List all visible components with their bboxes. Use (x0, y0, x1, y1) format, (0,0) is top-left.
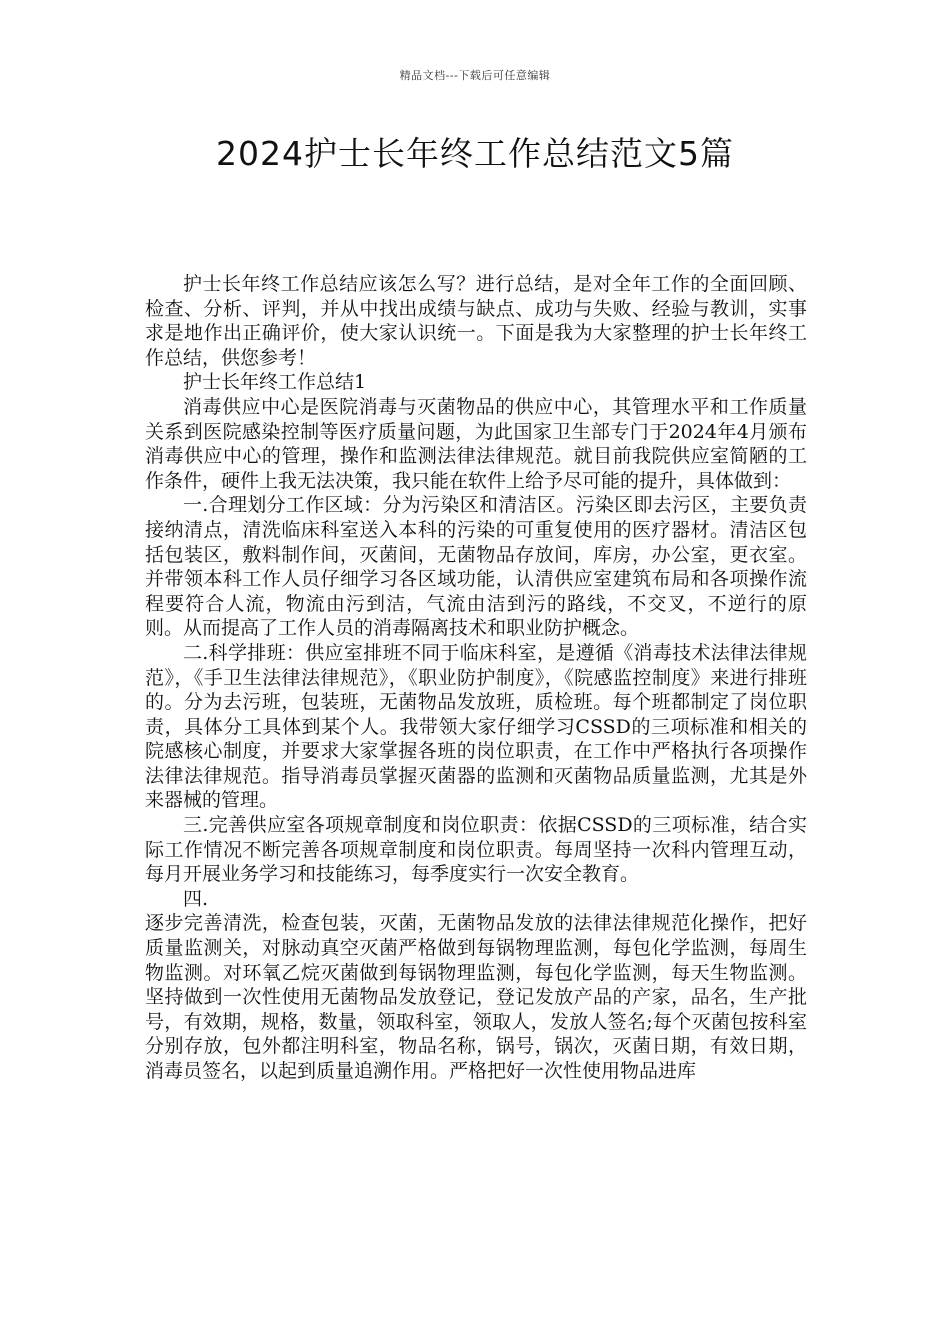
document-title: 2024护士长年终工作总结范文5篇 (216, 134, 734, 173)
body-paragraph: 消毒供应中心是医院消毒与灭菌物品的供应中心，其管理水平和工作质量关系到医院感染控制等医疗质量问题，为此国家卫生部专门于2024年4月颁布消毒供应中心的管理，操作和监测法律法律规范。就目前我院供应室简陋的工作条件，硬件上我无法决策，我只能在软件上给予尽可能的提升，具体做到： (145, 395, 807, 492)
body-paragraph: 三.完善供应室各项规章制度和岗位职责：依据CSSD的三项标准，结合实际工作情况不断完善各项规章制度和岗位职责。每周坚持一次科内管理互动，每月开展业务学习和技能练习，每季度实行一次安全教育。 (145, 814, 807, 886)
body-paragraph: 逐步完善清洗，检查包装，灭菌，无菌物品发放的法律法律规范化操作，把好质量监测关，对脉动真空灭菌严格做到每锅物理监测，每包化学监测，每周生物监测。对环氧乙烷灭菌做到每锅物理监测，每包化学监测，每天生物监测。坚持做到一次性使用无菌物品发放登记，登记发放产品的产家，品名，生产批号，有效期，规格，数量，领取科室，领取人，发放人签名;每个灭菌包按科室分别存放，包外都注明科室，物品名称，锅号，锅次，灭菌日期，有效日期，消毒员签名，以起到质量追溯作用。严格把好一次性使用物品进库 (145, 912, 807, 1082)
intro-paragraph: 护士长年终工作总结应该怎么写？进行总结，是对全年工作的全面回顾、检查、分析、评判，并从中找出成绩与缺点、成功与失败、经验与教训，实事求是地作出正确评价，使大家认识统一。下面是我为大家整理的护士长年终工作总结，供您参考！ (145, 273, 807, 369)
header-note: 精品文档---下载后可任意编辑 (399, 69, 551, 82)
body-paragraph: 一.合理划分工作区域：分为污染区和清洁区。污染区即去污区，主要负责接纳清点，清洗临床科室送入本科的污染的可重复使用的医疗器材。清洁区包括包装区，敷料制作间，灭菌间，无菌物品存放间，库房，办公室，更衣室。并带领本科工作人员仔细学习各区域功能，认清供应室建筑布局和各项操作流程要符合人流，物流由污到洁，气流由洁到污的路线，不交叉，不逆行的原则。从而提高了工作人员的消毒隔离技术和职业防护概念。 (145, 494, 807, 640)
body-paragraph: 二.科学排班：供应室排班不同于临床科室，是遵循《消毒技术法律法律规范》，《手卫生法律法律规范》，《职业防护制度》，《院感监控制度》来进行排班的。分为去污班，包装班，无菌物品发放班，质检班。每个班都制定了岗位职责，具体分工具体到某个人。我带领大家仔细学习CSSD的三项标准和相关的院感核心制度，并要求大家掌握各班的岗位职责，在工作中严格执行各项操作法律法律规范。指导消毒员掌握灭菌器的监测和灭菌物品质量监测，尤其是外来器械的管理。 (145, 641, 807, 812)
section-heading-1: 护士长年终工作总结1 (183, 371, 367, 394)
document-body (145, 272, 807, 1084)
item-number-label: 四. (183, 887, 209, 910)
